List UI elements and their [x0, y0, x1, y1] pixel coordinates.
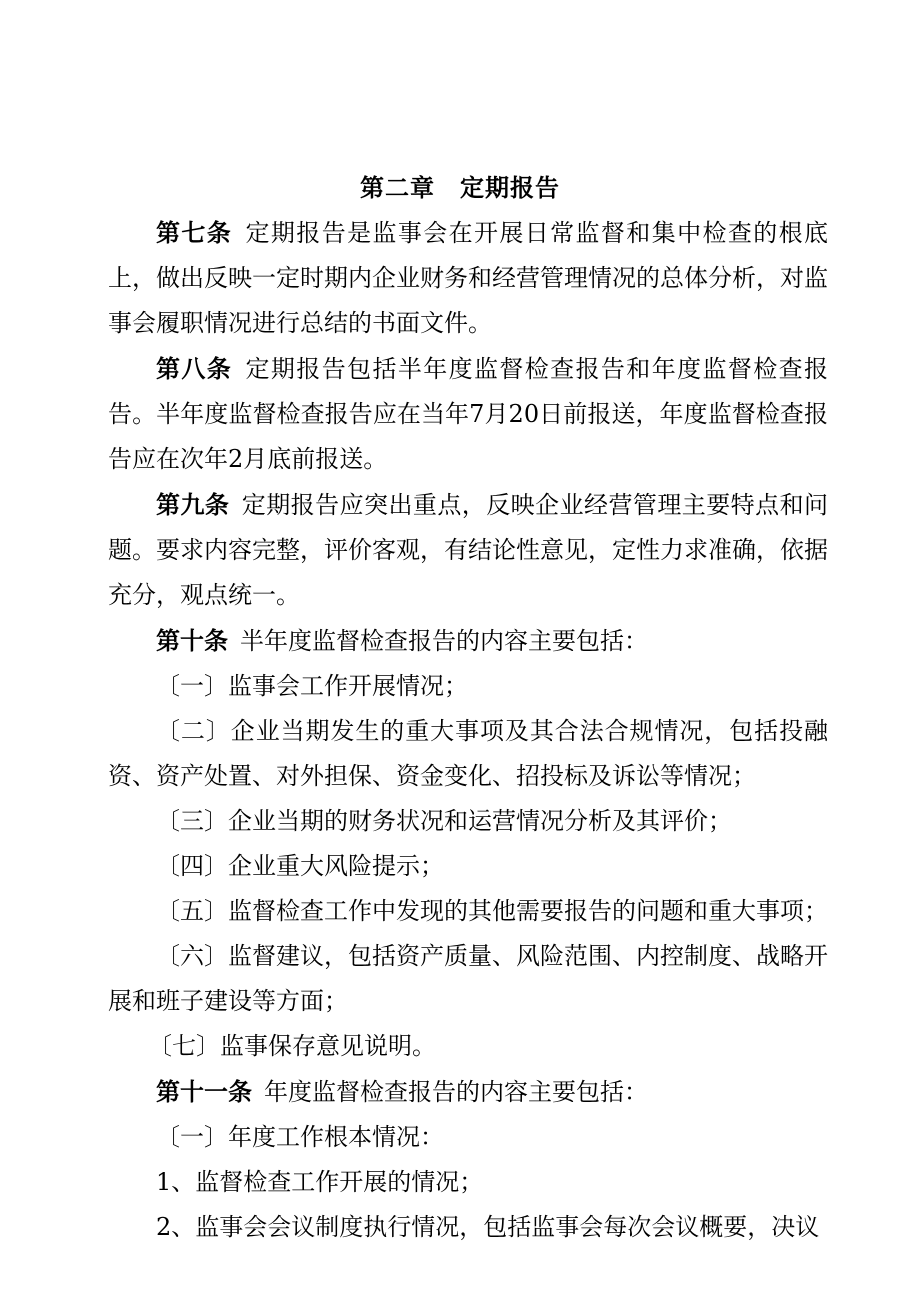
- list-item: 1、监督检查工作开展的情况；: [156, 1168, 484, 1196]
- list-item: 〔三〕企业当期的财务状况和运营情况分析及其评价；: [156, 807, 732, 835]
- article-text: 定期报告包括半年度监督检查报告和年度监督检查报告。半年度监督检查报告应在当年7月20日前报送，年度监督检查报告应在次年2月底前报送。: [108, 355, 829, 473]
- article-text: 半年度监督检查报告的内容主要包括：: [240, 627, 648, 655]
- article-text: 定期报告是监事会在开展日常监督和集中检查的根底上，做出反映一定时期内企业财务和经营管理情况的总体分析，对监事会履职情况进行总结的书面文件。: [108, 219, 829, 337]
- article-label: 第十条: [156, 626, 228, 655]
- article-7: [108, 210, 828, 346]
- list-item: 〔二〕企业当期发生的重大事项及其合法合规情况，包括投融资、资产处置、对外担保、资金变化、招投标及诉讼等情况；: [108, 717, 828, 790]
- article-label: 第十一条: [156, 1077, 252, 1106]
- list-item: 〔四〕企业重大风险提示；: [156, 852, 444, 880]
- article-label: 第八条: [156, 354, 233, 383]
- document-body: [108, 210, 828, 1250]
- list-item: 〔七〕监事保存意见说明。: [148, 1032, 436, 1060]
- article-text: 年度监督检查报告的内容主要包括：: [264, 1078, 648, 1106]
- list-item: 〔六〕监督建议，包括资产质量、风险范围、内控制度、战略开展和班子建设等方面；: [108, 942, 828, 1015]
- list-item: 〔一〕监事会工作开展情况；: [156, 672, 468, 700]
- article-label: 第九条: [156, 490, 230, 519]
- chapter-title: 第二章 定期报告: [360, 173, 560, 202]
- article-8: [108, 346, 828, 482]
- article-text: 定期报告应突出重点，反映企业经营管理主要特点和问题。要求内容完整，评价客观，有结论性意见，定性力求准确，依据充分，观点统一。: [108, 491, 829, 609]
- article-11: [108, 1069, 828, 1115]
- article-label: 第七条: [156, 218, 233, 247]
- list-item: 〔五〕监督检查工作中发现的其他需要报告的问题和重大事项；: [156, 897, 828, 925]
- list-item: 2、监事会会议制度执行情况，包括监事会每次会议概要，决议: [156, 1213, 820, 1241]
- list-item: 〔一〕年度工作根本情况：: [156, 1123, 444, 1151]
- article-10: [108, 618, 828, 664]
- article-9: [108, 482, 828, 618]
